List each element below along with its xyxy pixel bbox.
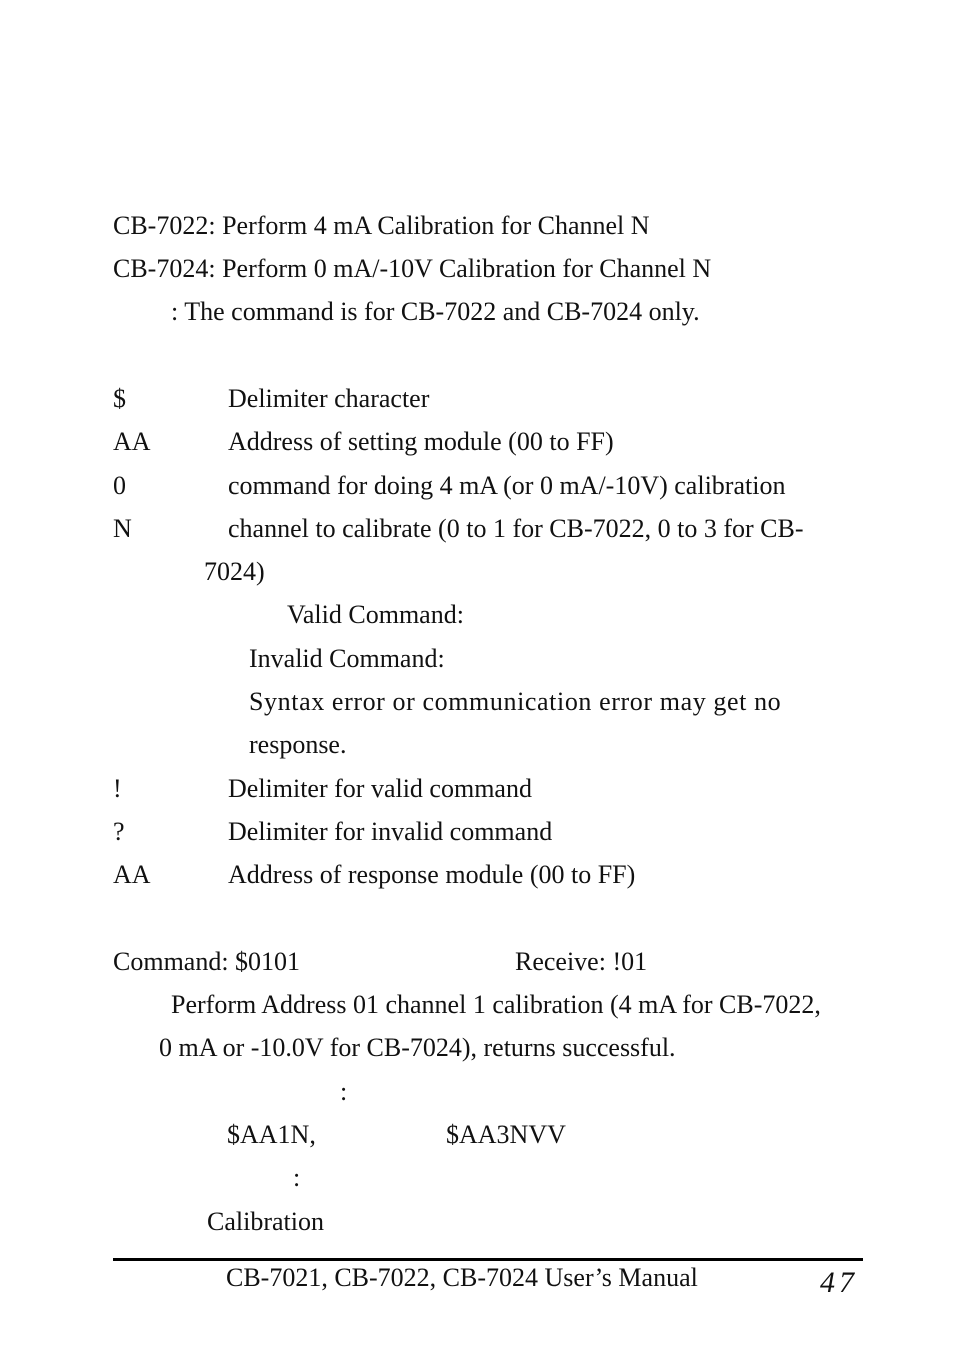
- syntax-desc-delimiter: Delimiter character: [228, 384, 430, 413]
- example-command: Command: $0101: [113, 947, 301, 976]
- related-command-1: $AA1N,: [227, 1120, 316, 1149]
- response-note-2: response.: [249, 730, 347, 759]
- response-desc-address: Address of response module (00 to FF): [228, 860, 636, 889]
- example-receive: Receive: !01: [515, 947, 648, 976]
- intro-line-2: CB-7024: Perform 0 mA/-10V Calibration for Channel N: [113, 254, 712, 283]
- syntax-symbol-command: 0: [113, 471, 126, 500]
- response-note-1: Syntax error or communication error may get no: [249, 687, 782, 716]
- example-desc-1: Perform Address 01 channel 1 calibration (4 mA for CB-7022,: [171, 990, 821, 1019]
- footer-rule: [113, 1258, 863, 1261]
- syntax-desc-address: Address of setting module (00 to FF): [228, 427, 614, 456]
- syntax-symbol-delimiter: $: [113, 384, 126, 413]
- syntax-desc-channel-cont: 7024): [204, 557, 265, 586]
- related-command-2: $AA3NVV: [446, 1120, 566, 1149]
- syntax-symbol-channel: N: [113, 514, 132, 543]
- response-symbol-address: AA: [113, 860, 151, 889]
- page-number: 47: [820, 1266, 858, 1299]
- syntax-desc-command: command for doing 4 mA (or 0 mA/-10V) calibration: [228, 471, 786, 500]
- syntax-symbol-address: AA: [113, 427, 151, 456]
- example-desc-2: 0 mA or -10.0V for CB-7024), returns successful.: [159, 1033, 676, 1062]
- response-valid-label: Valid Command:: [287, 600, 464, 629]
- response-desc-valid: Delimiter for valid command: [228, 774, 532, 803]
- related-colon-1: :: [340, 1077, 348, 1106]
- response-invalid-label: Invalid Command:: [249, 644, 445, 673]
- intro-line-1: CB-7022: Perform 4 mA Calibration for Channel N: [113, 211, 650, 240]
- related-topic: Calibration: [207, 1207, 324, 1236]
- syntax-desc-channel: channel to calibrate (0 to 1 for CB-7022, 0 to 3 for CB-: [228, 514, 804, 543]
- related-colon-2: :: [293, 1163, 301, 1192]
- response-symbol-valid: !: [113, 774, 122, 803]
- response-desc-invalid: Delimiter for invalid command: [228, 817, 553, 846]
- intro-note: : The command is for CB-7022 and CB-7024 only.: [171, 297, 700, 326]
- response-symbol-invalid: ?: [113, 817, 125, 846]
- footer-manual-title: CB-7021, CB-7022, CB-7024 User’s Manual: [226, 1263, 698, 1292]
